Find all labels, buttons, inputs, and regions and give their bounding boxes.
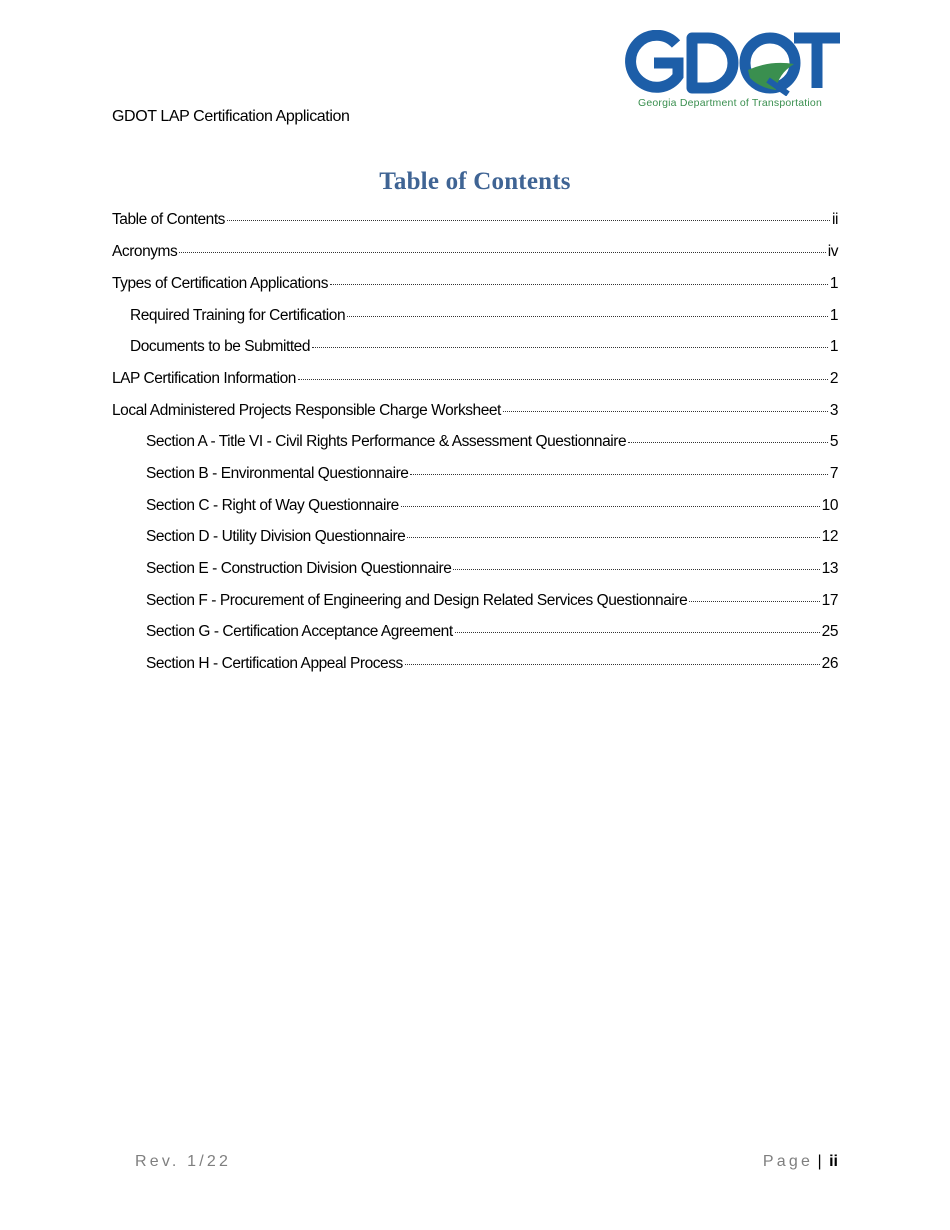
toc-entry-responsible-charge-worksheet[interactable] bbox=[112, 402, 838, 424]
toc-entry-page: 10 bbox=[821, 497, 838, 514]
toc-leader-dots bbox=[401, 506, 820, 507]
toc-entry-page: 1 bbox=[829, 338, 838, 355]
toc-entry-table-of-contents[interactable] bbox=[112, 211, 838, 233]
toc-entry-text: Section A - Title VI - Civil Rights Performance & Assessment Questionnaire bbox=[146, 433, 627, 450]
toc-entry-section-b[interactable] bbox=[146, 465, 838, 487]
toc-entry-text: Section B - Environmental Questionnaire bbox=[146, 465, 409, 482]
toc-entry-section-e[interactable] bbox=[146, 560, 838, 582]
toc-entry-page: 3 bbox=[829, 402, 838, 419]
toc-entry-text: Types of Certification Applications bbox=[112, 275, 329, 292]
toc-entry-text: Documents to be Submitted bbox=[130, 338, 311, 355]
toc-entry-text: Section D - Utility Division Questionnaire bbox=[146, 528, 406, 545]
toc-leader-dots bbox=[298, 379, 828, 380]
gdot-logo-mark bbox=[618, 30, 842, 96]
footer-page-number: ii bbox=[829, 1153, 838, 1170]
toc-entry-section-f[interactable] bbox=[146, 592, 838, 614]
toc-entry-page: 7 bbox=[829, 465, 838, 482]
toc-entry-page: 26 bbox=[821, 655, 838, 672]
toc-entry-page: 5 bbox=[829, 433, 838, 450]
toc-leader-dots bbox=[179, 252, 825, 253]
logo-subtitle: Georgia Department of Transportation bbox=[637, 97, 823, 109]
toc-entry-text: Required Training for Certification bbox=[130, 307, 346, 324]
toc-leader-dots bbox=[227, 220, 830, 221]
footer-page-indicator bbox=[763, 1153, 838, 1171]
toc-entry-page: 1 bbox=[829, 307, 838, 324]
toc-leader-dots bbox=[503, 411, 828, 412]
toc-leader-dots bbox=[455, 632, 820, 633]
toc-leader-dots bbox=[410, 474, 827, 475]
toc-entry-page: 13 bbox=[821, 560, 838, 577]
toc-title: Table of Contents bbox=[379, 168, 571, 195]
footer-separator: | bbox=[817, 1153, 822, 1170]
footer-revision: Rev. 1/22 bbox=[135, 1153, 232, 1170]
toc-entry-text: Section E - Construction Division Questionnaire bbox=[146, 560, 452, 577]
toc-entry-page: ii bbox=[832, 211, 838, 228]
toc-leader-dots bbox=[347, 316, 828, 317]
toc-entry-text: LAP Certification Information bbox=[112, 370, 296, 387]
toc-entry-text: Acronyms bbox=[112, 243, 178, 260]
toc-leader-dots bbox=[330, 284, 828, 285]
toc-entry-text: Local Administered Projects Responsible Charge Worksheet bbox=[112, 402, 501, 419]
toc-entry-page: 25 bbox=[821, 623, 838, 640]
toc-entry-text: Table of Contents bbox=[112, 211, 225, 228]
toc-entry-section-c[interactable] bbox=[146, 497, 838, 519]
toc-entry-text: Section H - Certification Appeal Process bbox=[146, 655, 403, 672]
toc-entry-section-d[interactable] bbox=[146, 528, 838, 550]
toc-entry-documents-to-be-submitted[interactable] bbox=[130, 338, 838, 360]
toc-entry-section-h[interactable] bbox=[146, 655, 838, 677]
toc-entry-page: 17 bbox=[821, 592, 838, 609]
toc-entry-section-a[interactable] bbox=[146, 433, 838, 455]
toc-entry-acronyms[interactable] bbox=[112, 243, 838, 265]
toc-entry-types-of-certification-applications[interactable] bbox=[112, 275, 838, 297]
toc-entry-page: 2 bbox=[829, 370, 838, 387]
toc-leader-dots bbox=[453, 569, 819, 570]
toc-entry-page: iv bbox=[827, 243, 838, 260]
toc-leader-dots bbox=[689, 601, 819, 602]
toc-entry-page: 12 bbox=[821, 528, 838, 545]
document-header-title: GDOT LAP Certification Application bbox=[112, 108, 350, 125]
toc-entry-text: Section C - Right of Way Questionnaire bbox=[146, 497, 399, 514]
toc-entry-text: Section G - Certification Acceptance Agreement bbox=[146, 623, 453, 640]
toc-leader-dots bbox=[405, 664, 820, 665]
gdot-logo bbox=[618, 30, 842, 112]
toc-leader-dots bbox=[628, 442, 828, 443]
footer-page-label: Page bbox=[762, 1153, 814, 1170]
toc-entry-page: 1 bbox=[829, 275, 838, 292]
toc-entry-text: Section F - Procurement of Engineering and Design Related Services Questionnaire bbox=[146, 592, 688, 609]
toc-entry-lap-certification-information[interactable] bbox=[112, 370, 838, 392]
toc-entry-required-training[interactable] bbox=[130, 307, 838, 329]
toc-entry-section-g[interactable] bbox=[146, 623, 838, 645]
toc-leader-dots bbox=[407, 537, 819, 538]
toc-leader-dots bbox=[312, 347, 828, 348]
